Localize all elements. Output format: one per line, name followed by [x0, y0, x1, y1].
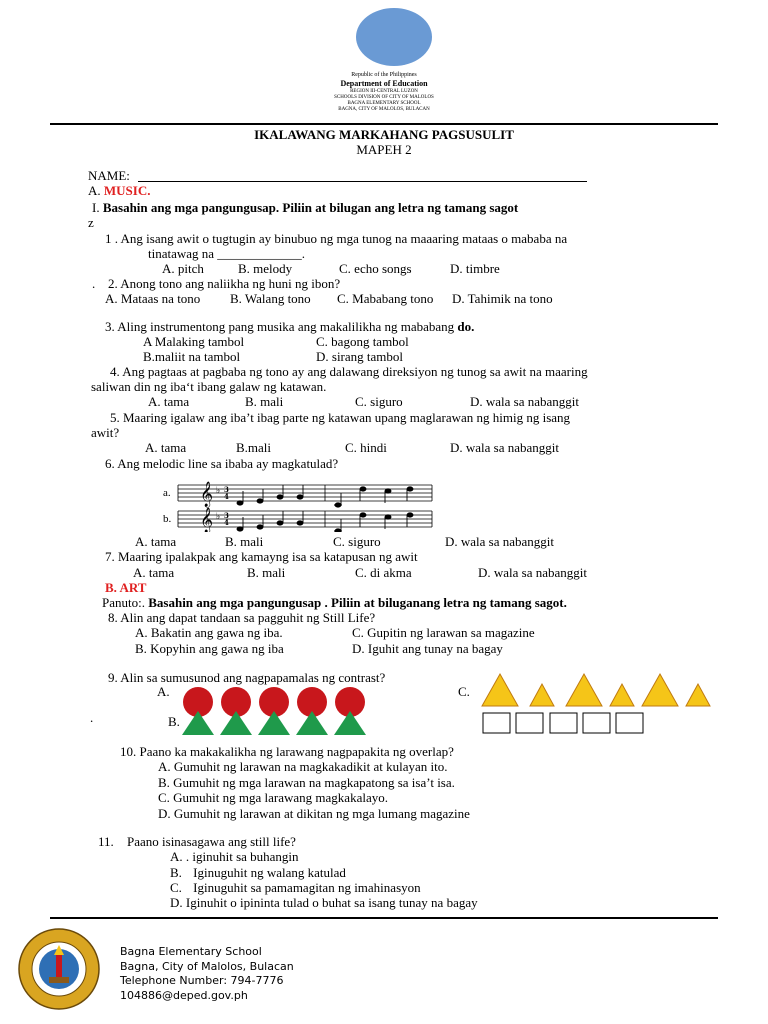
q8-choice-d[interactable]: D. Iguhit ang tunay na bagay [352, 641, 503, 656]
q10-choice-d[interactable]: D. Gumuhit ng larawan at dikitan ng mga lumang magazine [158, 806, 470, 821]
q9-choice-b[interactable]: B. [168, 714, 180, 729]
section-a-heading [88, 183, 150, 198]
instruction-b-text: Basahin ang mga pangungusap . Piliin at biluganang letra ng tamang sagot. [148, 595, 567, 610]
square-outline-icon [550, 713, 577, 733]
q3-choice-d[interactable]: D. sirang tambol [316, 349, 404, 364]
header-school: BAGNA ELEMENTARY SCHOOL [347, 101, 421, 106]
q7-choice-d[interactable]: D. wala sa nabanggit [478, 565, 588, 580]
q11-text: Paano isinasagawa ang still life? [127, 834, 296, 849]
instruction-a-text: Basahin ang mga pangungusap. Piliin at bilugan ang letra ng tamang sagot [102, 200, 519, 215]
section-a-name: MUSIC. [103, 183, 151, 198]
note-icon [277, 521, 283, 525]
q9-dot: . [90, 710, 94, 725]
green-triangle-icon [258, 711, 290, 735]
time-signature: 4 [224, 518, 229, 527]
q8-choice-b[interactable]: B. Kopyhin ang gawa ng iba [135, 641, 284, 656]
school-seal-icon [17, 927, 101, 1011]
section-a-letter: A. [88, 183, 101, 198]
q11-choice-c-text: Iginuguhit sa pamamagitan ng imahinasyon [193, 880, 421, 895]
q3-choice-b[interactable]: B.maliit na tambol [143, 349, 241, 364]
name-label: NAME: [88, 168, 130, 183]
q4-text: 4. Ang pagtaas at pagbaba ng tono ay ang dalawang direksiyon ng tunog sa awit na maaring [110, 364, 588, 379]
school-seal [17, 927, 101, 1011]
note-icon [385, 515, 391, 519]
green-triangle-icon [220, 711, 252, 735]
q9-figure-c [478, 670, 718, 736]
q1-choice-d[interactable]: D. timbre [450, 261, 500, 276]
q2-dot: . [92, 276, 96, 291]
q5-text: 5. Maaring igalaw ang iba’t ibag parte ng katawan upang maglarawan ng himig ng isang [110, 410, 571, 425]
header-divider [50, 123, 718, 125]
treble-clef-icon: 𝄞 [200, 508, 214, 532]
header-region: REGION III-CENTRAL LUZON [350, 89, 418, 94]
q7-text: 7. Maaring ipalakpak ang kamayng isa sa katapusan ng awit [105, 549, 418, 564]
music-staff-svg [160, 480, 435, 532]
q6-choice-b[interactable]: B. mali [225, 534, 264, 549]
q5-choice-d[interactable]: D. wala sa nabanggit [450, 440, 560, 455]
q4-text-cont: saliwan din ng iba‘t ibang galaw ng katawan. [91, 379, 327, 394]
header-division: SCHOOLS DIVISION OF CITY OF MALOLOS [334, 95, 434, 100]
q9-figure-ab [176, 684, 376, 736]
time-signature: 3 [224, 485, 229, 494]
instruction-b-prefix: Panuto:. [102, 595, 145, 610]
note-icon [407, 513, 413, 517]
melodic-line-image [160, 480, 435, 532]
q5-choice-a[interactable]: A. tama [145, 440, 187, 455]
q2-choice-d[interactable]: D. Tahimik na tono [452, 291, 553, 306]
q8-text: 8. Alin ang dapat tandaan sa pagguhit ng Still Life? [108, 610, 376, 625]
note-icon [335, 529, 341, 532]
footer-divider [50, 917, 718, 919]
header-department: Department of Education [340, 79, 428, 88]
q4-choice-a[interactable]: A. tama [148, 394, 190, 409]
small-yellow-triangle-icon [686, 684, 710, 706]
square-outline-icon [516, 713, 543, 733]
q10-choice-a[interactable]: A. Gumuhit ng larawan na magkakadikit at kulayan ito. [158, 759, 448, 774]
small-yellow-triangle-icon [530, 684, 554, 706]
q3-text-main: 3. Aling instrumentong pang musika ang makalilikha ng mababang [105, 319, 455, 334]
large-yellow-triangle-icon [482, 674, 518, 706]
q11-choice-b-letter: B. [170, 865, 182, 880]
q3-text-bold: do. [457, 319, 475, 334]
square-outline-icon [616, 713, 643, 733]
note-icon [297, 495, 303, 499]
q7-choice-c[interactable]: C. di akma [355, 565, 412, 580]
note-icon [257, 525, 263, 529]
q7-choice-a[interactable]: A. tama [133, 565, 175, 580]
note-icon [360, 513, 366, 517]
q5-choice-c[interactable]: C. hindi [345, 440, 387, 455]
instruction-a-prefix: I. [92, 200, 100, 215]
instruction-a [92, 200, 518, 215]
q5-choice-b[interactable]: B.mali [236, 440, 272, 455]
note-icon [385, 489, 391, 493]
triangles-squares-svg [478, 670, 718, 736]
footer-address: Bagna, City of Malolos, Bulacan [120, 960, 294, 973]
header-republic: Republic of the Philippines [351, 72, 417, 78]
q10-choice-c[interactable]: C. Gumuhit ng mga larawang magkakalayo. [158, 790, 388, 805]
time-signature: 3 [224, 511, 229, 520]
note-icon [277, 495, 283, 499]
stray-letter: z [88, 215, 94, 230]
large-yellow-triangle-icon [566, 674, 602, 706]
q2-choice-c[interactable]: C. Mababang tono [337, 291, 434, 306]
green-triangle-icon [334, 711, 366, 735]
q4-choice-b[interactable]: B. mali [245, 394, 284, 409]
small-yellow-triangle-icon [610, 684, 634, 706]
q1-text: 1 . Ang isang awit o tugtugin ay binubuo ng mga tunog na maaaring mataas o mababa na [105, 231, 568, 246]
q11-number: 11. [98, 834, 114, 849]
q6-choice-a[interactable]: A. tama [135, 534, 177, 549]
flat-icon: ♭ [216, 512, 221, 522]
note-icon [257, 499, 263, 503]
note-icon [297, 521, 303, 525]
header-address: BAGNA, CITY OF MALOLOS, BULACAN [338, 107, 430, 112]
q2-text: 2. Anong tono ang naliikha ng huni ng ibon? [108, 276, 341, 291]
q10-text: 10. Paano ka makakalikha ng larawang nagpapakita ng overlap? [120, 744, 454, 759]
square-outline-icon [483, 713, 510, 733]
q3-choice-a[interactable]: A Malaking tambol [143, 334, 245, 349]
footer-email[interactable]: 104886@deped.gov.ph [120, 989, 248, 1002]
staff-b-label: b. [163, 513, 172, 525]
note-icon [407, 487, 413, 491]
time-signature: 4 [224, 492, 229, 501]
q11-choice-b-text: Iginuguhit ng walang katulad [193, 865, 346, 880]
green-triangle-icon [182, 711, 214, 735]
exam-subtitle: MAPEH 2 [356, 142, 412, 157]
exam-title: IKALAWANG MARKAHANG PAGSUSULIT [254, 127, 514, 142]
square-outline-icon [583, 713, 610, 733]
q10-choice-b[interactable]: B. Gumuhit ng mga larawan na magkapatong sa isa’t isa. [158, 775, 455, 790]
q6-choice-c[interactable]: C. siguro [333, 534, 381, 549]
q11-choice-b[interactable] [170, 865, 346, 880]
circles-triangles-svg [176, 684, 376, 736]
q9-choice-a[interactable]: A. [157, 684, 170, 699]
section-b-heading: B. ART [105, 580, 147, 595]
q1-choice-b[interactable]: B. melody [238, 261, 293, 276]
treble-clef-icon: 𝄞 [200, 482, 214, 507]
q1-choice-c[interactable]: C. echo songs [339, 261, 412, 276]
q11-choice-c-letter: C. [170, 880, 182, 895]
q4-choice-c[interactable]: C. siguro [355, 394, 403, 409]
q8-choice-a[interactable]: A. Bakatin ang gawa ng iba. [135, 625, 283, 640]
q2-choice-a[interactable]: A. Mataas na tono [105, 291, 201, 306]
deped-logo-placeholder [356, 8, 432, 66]
footer-school: Bagna Elementary School [120, 945, 262, 958]
name-field[interactable] [138, 181, 587, 182]
q3-text [105, 319, 474, 334]
q1-text-cont: tinatawag na _____________. [148, 246, 306, 261]
q9-choice-c[interactable]: C. [458, 684, 470, 699]
q2-choice-b[interactable]: B. Walang tono [230, 291, 311, 306]
q11-choice-c[interactable] [170, 880, 421, 895]
q1-choice-a[interactable]: A. pitch [162, 261, 204, 276]
q5-text-cont: awit? [91, 425, 120, 440]
green-triangle-icon [296, 711, 328, 735]
footer-phone: Telephone Number: 794-7776 [120, 974, 284, 987]
q11-choice-d[interactable]: D. Iginuhit o ipininta tulad o buhat sa isang tunay na bagay [170, 895, 478, 910]
q7-choice-b[interactable]: B. mali [247, 565, 286, 580]
q4-choice-d[interactable]: D. wala sa nabanggit [470, 394, 580, 409]
q11-choice-a[interactable]: A. . iginuhit sa buhangin [170, 849, 299, 864]
instruction-b [102, 595, 567, 610]
large-yellow-triangle-icon [642, 674, 678, 706]
note-icon [360, 487, 366, 491]
staff-a-label: a. [163, 487, 171, 499]
flat-icon: ♭ [216, 486, 221, 496]
q9-text: 9. Alin sa sumusunod ang nagpapamalas ng contrast? [108, 670, 386, 685]
q6-text: 6. Ang melodic line sa ibaba ay magkatulad? [105, 456, 339, 471]
q3-choice-c[interactable]: C. bagong tambol [316, 334, 409, 349]
q6-choice-d[interactable]: D. wala sa nabanggit [445, 534, 555, 549]
q8-choice-c[interactable]: C. Gupitin ng larawan sa magazine [352, 625, 535, 640]
